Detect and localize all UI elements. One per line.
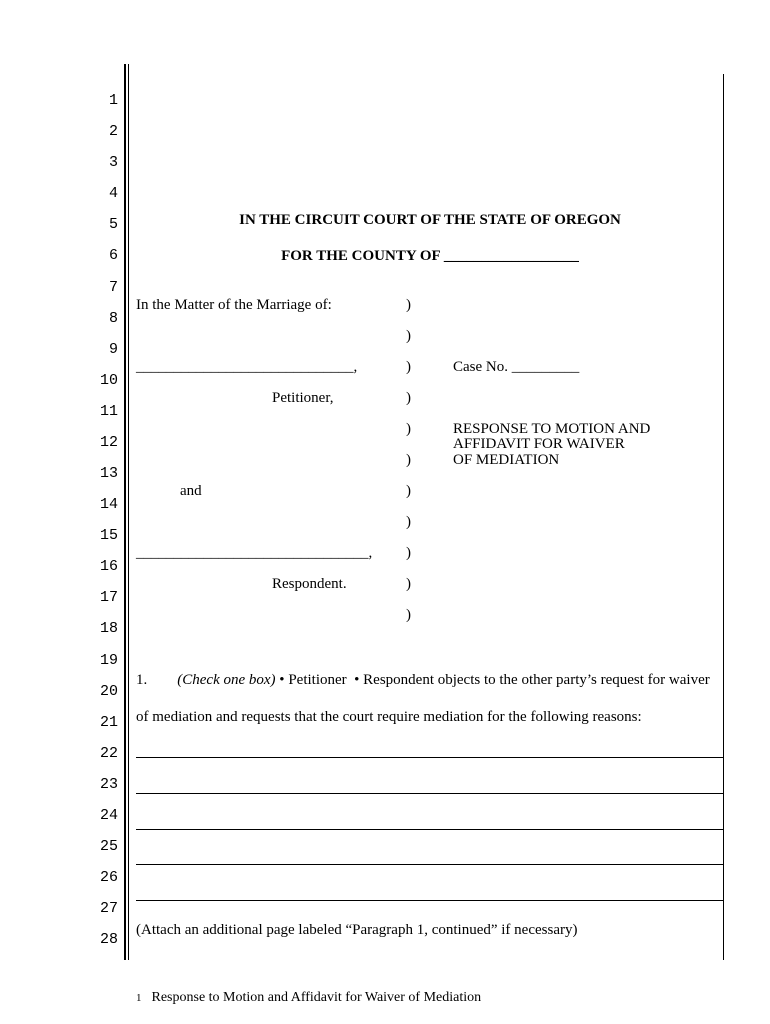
- line-number: 10: [99, 372, 118, 389]
- line-number: 23: [99, 776, 118, 793]
- paragraph-number: 1.: [136, 672, 148, 688]
- case-number: Case No. _________: [453, 359, 580, 375]
- reason-line[interactable]: [136, 864, 724, 865]
- left-margin-rule: [124, 64, 126, 960]
- petitioner-name-blank: _____________________________,: [136, 359, 358, 375]
- reason-line[interactable]: [136, 829, 724, 830]
- matter-label: In the Matter of the Marriage of:: [136, 297, 332, 313]
- line-number: 18: [99, 620, 118, 637]
- left-margin-rule-inner: [128, 64, 129, 960]
- county-line: FOR THE COUNTY OF __________________: [281, 248, 579, 264]
- caption-paren: ): [406, 297, 411, 313]
- caption-paren: ): [406, 452, 411, 468]
- right-margin-rule: [723, 74, 724, 960]
- respondent-name-blank: _______________________________,: [136, 545, 373, 561]
- line-number: 13: [99, 465, 118, 482]
- attach-note: (Attach an additional page labeled “Paragraph 1, continued” if necessary): [136, 922, 578, 938]
- caption-paren: ): [406, 576, 411, 592]
- line-number: 5: [108, 216, 118, 233]
- line-number: 7: [108, 279, 118, 296]
- caption-paren: ): [406, 359, 411, 375]
- paragraph-1: [136, 672, 710, 689]
- line-number: 9: [108, 341, 118, 358]
- document-title-line-2: AFFIDAVIT FOR WAIVER: [453, 436, 625, 452]
- line-number: 1: [108, 92, 118, 109]
- checkbox-petitioner[interactable]: •: [279, 672, 285, 688]
- caption-paren: ): [406, 483, 411, 499]
- caption-paren: ): [406, 421, 411, 437]
- line-number: 26: [99, 869, 118, 886]
- objection-text: objects to the other party’s request for waiver: [437, 672, 710, 688]
- document-title-line-1: RESPONSE TO MOTION AND: [453, 421, 651, 437]
- respondent-label: Respondent.: [272, 576, 347, 592]
- court-title: IN THE CIRCUIT COURT OF THE STATE OF OREGON: [239, 212, 621, 228]
- line-number: 3: [108, 154, 118, 171]
- checkbox-respondent[interactable]: •: [354, 672, 360, 688]
- option-respondent-label: Respondent: [363, 672, 434, 688]
- line-number: 24: [99, 807, 118, 824]
- line-number: 19: [99, 652, 118, 669]
- line-number: 17: [99, 589, 118, 606]
- line-number: 15: [99, 527, 118, 544]
- page-footer: [136, 990, 481, 1006]
- line-number: 4: [108, 185, 118, 202]
- line-number: 12: [99, 434, 118, 451]
- line-number: 21: [99, 714, 118, 731]
- document-title-line-3: OF MEDIATION: [453, 452, 560, 468]
- line-number: 8: [108, 310, 118, 327]
- line-number: 20: [99, 683, 118, 700]
- line-number: 6: [108, 247, 118, 264]
- check-one-box-hint: (Check one box): [177, 672, 276, 688]
- caption-paren: ): [406, 328, 411, 344]
- line-number: 27: [99, 900, 118, 917]
- and-label: and: [180, 483, 202, 499]
- reason-line[interactable]: [136, 900, 724, 901]
- petitioner-label: Petitioner,: [272, 390, 334, 406]
- line-number: 2: [108, 123, 118, 140]
- caption-paren: ): [406, 514, 411, 530]
- reason-line[interactable]: [136, 793, 724, 794]
- paragraph-1-line-2: of mediation and requests that the court require mediation for the following reasons:: [136, 709, 642, 725]
- line-number: 25: [99, 838, 118, 855]
- caption-paren: ): [406, 390, 411, 406]
- option-petitioner-label: Petitioner: [288, 672, 347, 688]
- line-number: 14: [99, 496, 118, 513]
- footer-page-number: 1: [136, 992, 142, 1004]
- caption-paren: ): [406, 545, 411, 561]
- line-number: 28: [99, 931, 118, 948]
- footer-title: Response to Motion and Affidavit for Waiver of Mediation: [151, 990, 482, 1005]
- line-number: 11: [99, 403, 118, 420]
- reason-line[interactable]: [136, 757, 724, 758]
- line-number: 16: [99, 558, 118, 575]
- line-number: 22: [99, 745, 118, 762]
- caption-paren: ): [406, 607, 411, 623]
